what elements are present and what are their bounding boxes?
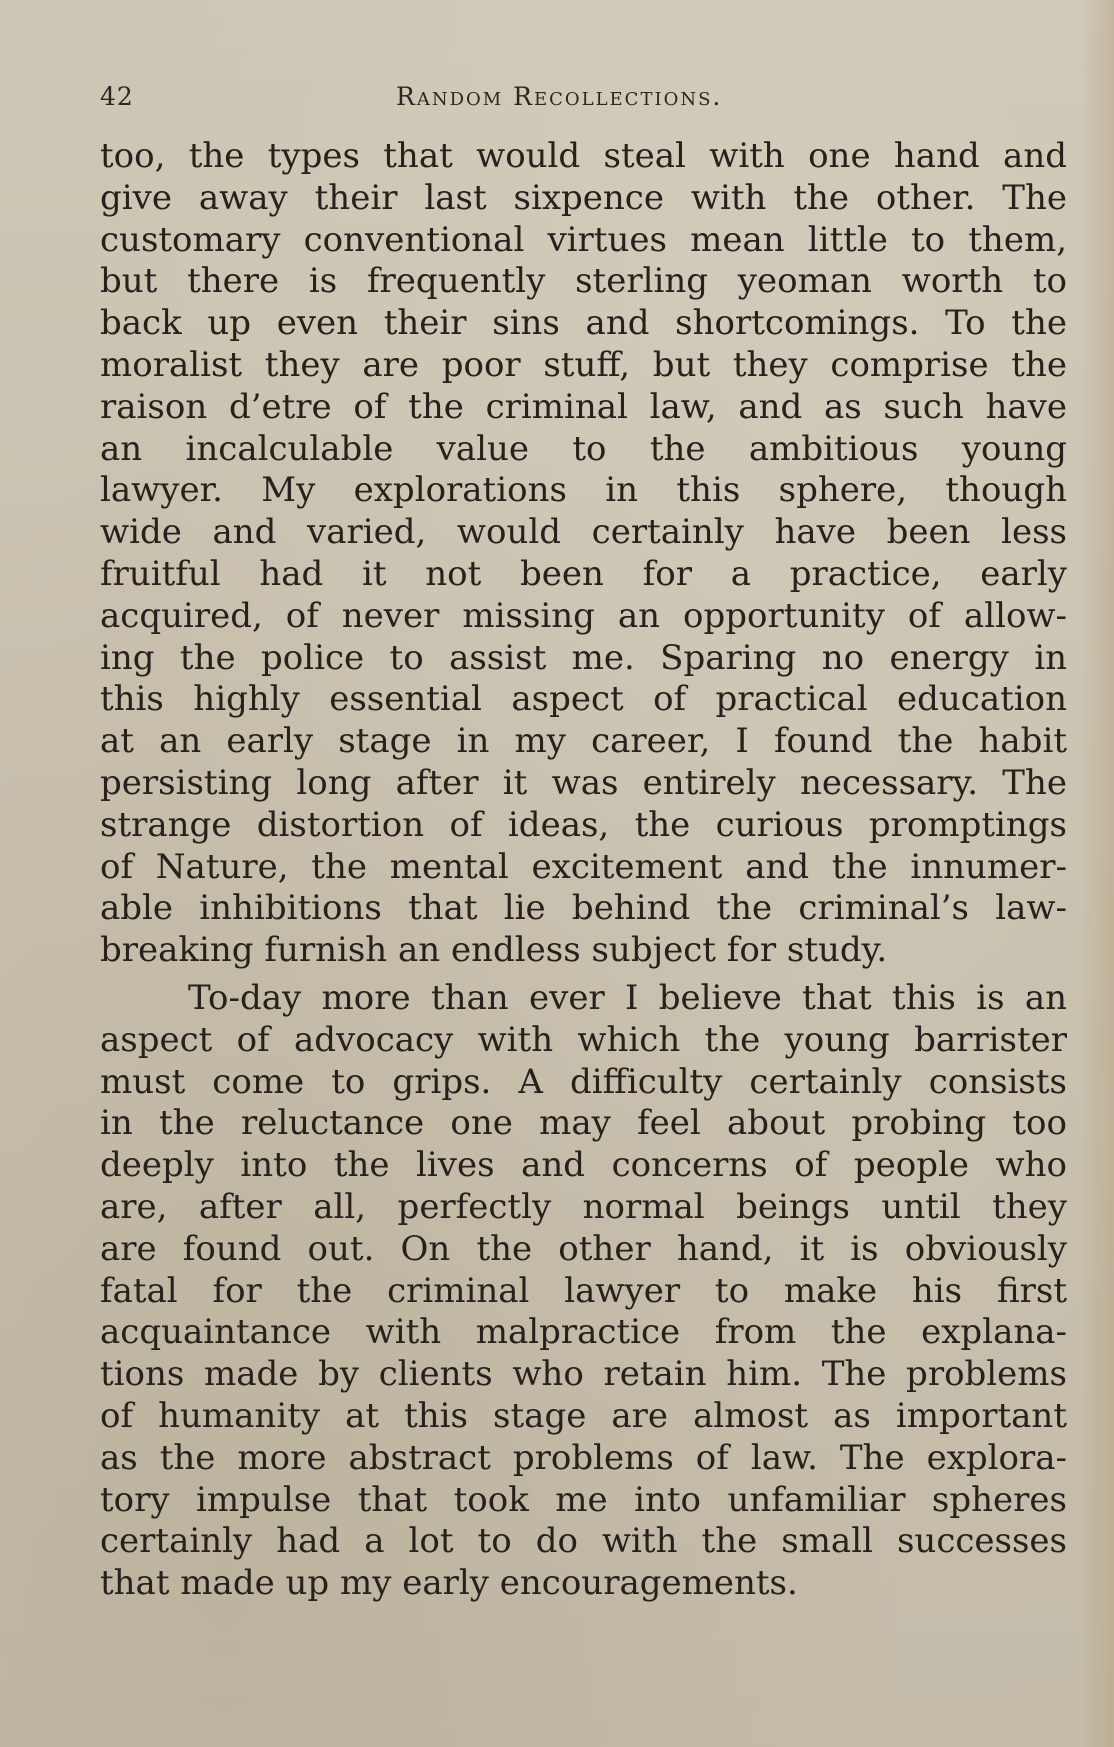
text-line: too, the types that would steal with one hand and — [100, 136, 1067, 176]
text-line: this highly essential aspect of practical education — [100, 679, 1067, 720]
text-line: of humanity at this stage are almost as important — [100, 1395, 1067, 1436]
body-text — [100, 136, 1067, 1605]
text-line: tions made by clients who retain him. The problems — [100, 1354, 1067, 1395]
running-title: Random Recollections. — [396, 82, 723, 111]
text-line: as the more abstract problems of law. The explora- — [100, 1437, 1067, 1478]
text-line: an incalculable value to the ambitious young — [100, 428, 1067, 469]
text-line: of Nature, the mental excitement and the innumer- — [100, 846, 1067, 887]
page-number: 42 — [100, 82, 134, 111]
text-line: strange distortion of ideas, the curious promptings — [100, 804, 1067, 845]
text-line: fruitful had it not been for a practice, early — [100, 553, 1067, 594]
text-line: aspect of advocacy with which the young barrister — [100, 1019, 1067, 1060]
text-line: persisting long after it was entirely necessary. The — [100, 762, 1067, 803]
text-line: back up even their sins and shortcomings. To the — [100, 303, 1067, 344]
text-line: deeply into the lives and concerns of people who — [100, 1145, 1067, 1186]
text-line: are found out. On the other hand, it is obviously — [100, 1228, 1067, 1269]
text-line: breaking furnish an endless subject for study. — [100, 930, 888, 971]
paragraph-2 — [100, 978, 1067, 1605]
text-line: raison d’etre of the criminal law, and as such have — [100, 386, 1067, 427]
page-header — [100, 82, 1050, 118]
text-line: but there is frequently sterling yeoman worth to — [100, 261, 1067, 302]
text-line: at an early stage in my career, I found the habit — [100, 721, 1067, 762]
text-line: To-day more than ever I believe that this is an — [188, 977, 1067, 1018]
text-line: acquaintance with malpractice from the explana- — [100, 1312, 1067, 1353]
text-line: wide and varied, would certainly have been less — [100, 512, 1067, 553]
text-line: moralist they are poor stuff, but they comprise the — [100, 344, 1067, 385]
text-line: that made up my early encouragements. — [100, 1563, 798, 1604]
text-line: certainly had a lot to do with the small successes — [100, 1521, 1067, 1562]
paragraph-1 — [100, 136, 1067, 972]
text-line: lawyer. My explorations in this sphere, though — [100, 470, 1067, 511]
text-line: customary conventional virtues mean little to them, — [100, 219, 1067, 260]
text-line: in the reluctance one may feel about probing too — [100, 1103, 1067, 1144]
text-line: must come to grips. A difficulty certainly consists — [100, 1061, 1067, 1102]
text-line: give away their last sixpence with the other. The — [100, 177, 1067, 218]
page-edge-shadow — [1080, 0, 1114, 1747]
text-line: fatal for the criminal lawyer to make his first — [100, 1270, 1067, 1311]
text-line: ing the police to assist me. Sparing no energy in — [100, 637, 1067, 678]
text-line: acquired, of never missing an opportunity of allow- — [100, 595, 1067, 636]
text-line: tory impulse that took me into unfamiliar spheres — [100, 1479, 1067, 1520]
text-line: able inhibitions that lie behind the criminal’s law- — [100, 888, 1067, 929]
text-line: are, after all, perfectly normal beings until they — [100, 1186, 1067, 1227]
